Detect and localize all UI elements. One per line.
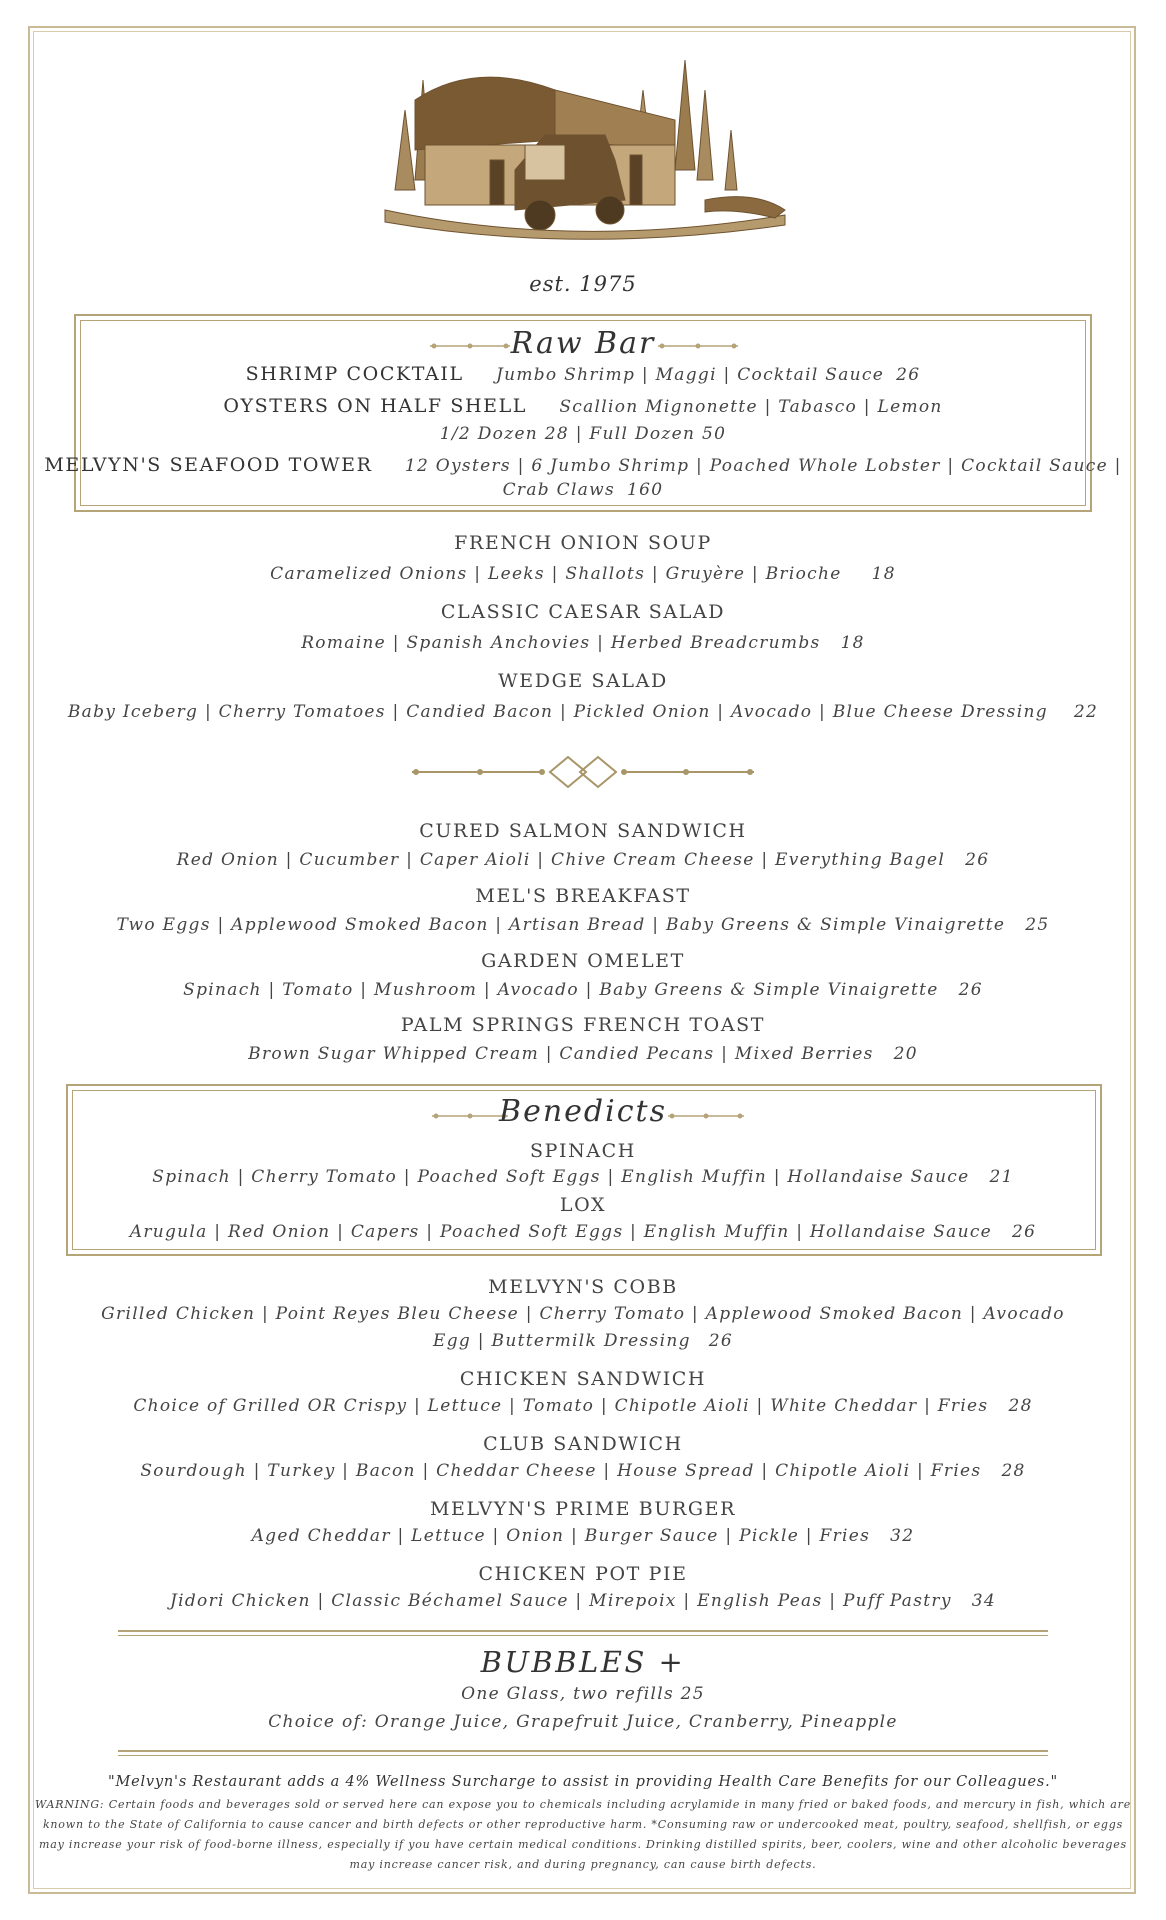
menu-item-garden-omelet: GARDEN OMELET xyxy=(481,950,685,972)
restaurant-illustration xyxy=(375,50,795,250)
menu-item-french-onion-soup: FRENCH ONION SOUP xyxy=(454,532,712,554)
menu-item-spinach-benedict: SPINACH xyxy=(530,1140,636,1162)
cobb-desc-row: Grilled Chicken | Point Reyes Bleu Cheese | Cherry Tomato | Applewood Smoked Bacon | Avocado xyxy=(101,1304,1065,1324)
menu-item-shrimp-cocktail: SHRIMP COCKTAIL Jumbo Shrimp | Maggi | Cocktail Sauce 26 xyxy=(245,363,921,385)
menu-item-oysters: OYSTERS ON HALF SHELL Scallion Mignonette | Tabasco | Lemon xyxy=(223,395,943,417)
bubbles-title: BUBBLES + xyxy=(480,1645,686,1679)
french-toast-desc-row: Brown Sugar Whipped Cream | Candied Pecans | Mixed Berries 20 xyxy=(248,1044,918,1064)
menu-item-caesar-salad: CLASSIC CAESAR SALAD xyxy=(440,601,726,623)
divider-rule xyxy=(118,1750,1048,1756)
menu-item-prime-burger: MELVYN'S PRIME BURGER xyxy=(429,1498,737,1520)
menu-item-seafood-tower: MELVYN'S SEAFOOD TOWER 12 Oysters | 6 Jumbo Shrimp | Poached Whole Lobster | Cocktail Sauce | xyxy=(44,454,1122,476)
menu-item-chicken-pot-pie: CHICKEN POT PIE xyxy=(478,1563,688,1585)
club-sandwich-desc-row: Sourdough | Turkey | Bacon | Cheddar Cheese | House Spread | Chipotle Aioli | Fries 28 xyxy=(140,1461,1026,1481)
mels-breakfast-desc-row: Two Eggs | Applewood Smoked Bacon | Artisan Bread | Baby Greens & Simple Vinaigrette 25 xyxy=(116,915,1050,935)
menu-item-mels-breakfast: MEL'S BREAKFAST xyxy=(475,885,691,907)
menu-item-club-sandwich: CLUB SANDWICH xyxy=(483,1433,683,1455)
seafood-tower-continued: Crab Claws 160 xyxy=(502,480,664,500)
lox-desc-row: Arugula | Red Onion | Capers | Poached Soft Eggs | English Muffin | Hollandaise Sauce 26 xyxy=(129,1222,1037,1242)
caesar-desc-row: Romaine | Spanish Anchovies | Herbed Breadcrumbs 18 xyxy=(301,633,865,653)
menu-item-wedge-salad: WEDGE SALAD xyxy=(498,670,668,692)
wellness-surcharge-note: "Melvyn's Restaurant adds a 4% Wellness Surcharge to assist in providing Health Care Benefits for our Colleagues." xyxy=(107,1774,1058,1790)
cured-salmon-desc-row: Red Onion | Cucumber | Caper Aioli | Chive Cream Cheese | Everything Bagel 26 xyxy=(176,850,990,870)
divider-ornament-icon xyxy=(412,754,754,790)
chicken-sandwich-desc-row: Choice of Grilled OR Crispy | Lettuce | Tomato | Chipotle Aioli | White Cheddar | Fries 28 xyxy=(133,1396,1033,1416)
menu-item-chicken-sandwich: CHICKEN SANDWICH xyxy=(459,1368,707,1390)
bubbles-choices: Choice of: Orange Juice, Grapefruit Juice, Cranberry, Pineapple xyxy=(268,1712,898,1732)
prime-burger-desc-row: Aged Cheddar | Lettuce | Onion | Burger Sauce | Pickle | Fries 32 xyxy=(251,1526,915,1546)
menu-item-french-toast: PALM SPRINGS FRENCH TOAST xyxy=(400,1014,766,1036)
menu-item-lox-benedict: LOX xyxy=(559,1194,607,1216)
garden-omelet-desc-row: Spinach | Tomato | Mushroom | Avocado | Baby Greens & Simple Vinaigrette 26 xyxy=(183,980,983,1000)
menu-item-melvyns-cobb: MELVYN'S COBB xyxy=(488,1276,678,1298)
menu-item-cured-salmon: CURED SALMON SANDWICH xyxy=(419,820,747,842)
established-year: est. 1975 xyxy=(529,272,637,296)
bubbles-price: One Glass, two refills 25 xyxy=(461,1684,705,1704)
health-warning: WARNING: Certain foods and beverages sold or served here can expose you to chemicals including acrylamide in many fried or baked foods, and mercury in fish, which are known to the State of California to cause cancer and birth defects or other reproductive harm. *Consuming raw or undercooked meat, poultry, seafood, shellfish, or eggs may increase your risk of food-borne illness, especially if you have certain medical conditions. Drinking distilled spirits, beer, coolers, wine and other alcoholic beverages may increase cancer risk, and during pregnancy, can cause birth defects. xyxy=(34,1798,1132,1871)
ornament-right-icon xyxy=(668,1111,744,1121)
pot-pie-desc-row: Jidori Chicken | Classic Béchamel Sauce | Mirepoix | English Peas | Puff Pastry 34 xyxy=(170,1591,996,1611)
divider-rule xyxy=(118,1630,1048,1636)
ornament-right-icon xyxy=(658,341,738,351)
spinach-desc-row: Spinach | Cherry Tomato | Poached Soft Eggs | English Muffin | Hollandaise Sauce 21 xyxy=(152,1167,1014,1187)
french-onion-desc-row: Caramelized Onions | Leeks | Shallots | Gruyère | Brioche 18 xyxy=(270,564,896,584)
benedicts-title: Benedicts xyxy=(499,1094,667,1129)
raw-bar-title: Raw Bar xyxy=(510,326,656,361)
oysters-pricing: 1/2 Dozen 28 | Full Dozen 50 xyxy=(439,424,727,444)
wedge-desc-row: Baby Iceberg | Cherry Tomatoes | Candied Bacon | Pickled Onion | Avocado | Blue Cheese Dressing 22 xyxy=(67,702,1099,722)
cobb-desc-row-2: Egg | Buttermilk Dressing 26 xyxy=(433,1331,733,1351)
